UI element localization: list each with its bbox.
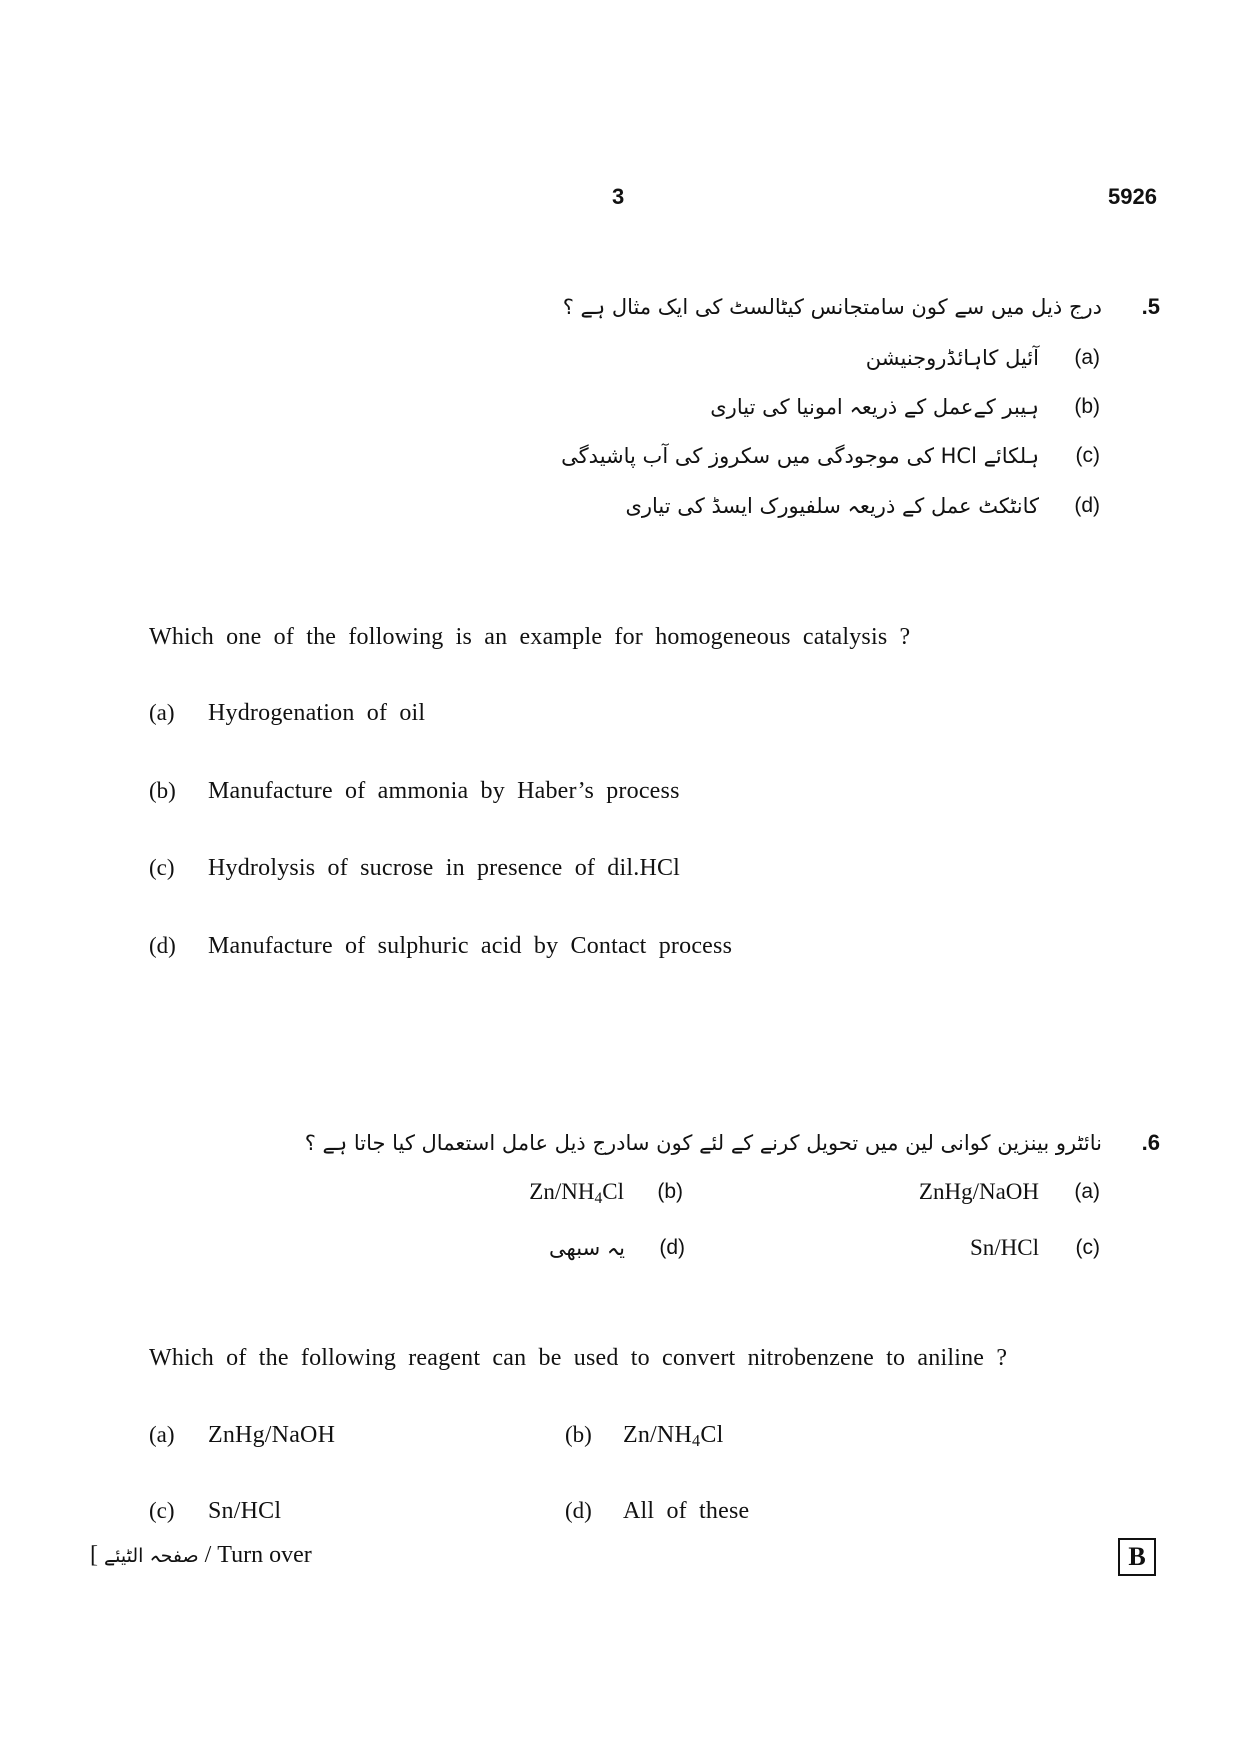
option-label: (a)	[149, 1422, 175, 1447]
separator: /	[204, 1542, 212, 1568]
option-text-urdu: ہیبر کےعمل کے ذریعہ امونیا کی تیاری	[710, 395, 1039, 419]
option-label: (c)	[149, 855, 175, 880]
booklet-series-box: B	[1118, 1538, 1156, 1576]
turn-over-note	[90, 1541, 312, 1570]
option-text-formula: Sn/HCl	[969, 1235, 1039, 1260]
option-text-english: Hydrolysis of sucrose in presence of dil.HCl	[208, 855, 681, 881]
option-text-english: All of these	[623, 1498, 750, 1524]
option-text-english: Sn/HCl	[208, 1498, 282, 1524]
question-text-urdu: نائٹرو بینزین کوانی لین میں تحویل کرنے کے لئے کون سادرج ذیل عامل استعمال کیا جاتا ہے ؟	[304, 1131, 1102, 1155]
option-text-english: ZnHg/NaOH	[208, 1422, 336, 1448]
option-label: (b)	[657, 1180, 683, 1203]
option-label: (d)	[149, 933, 176, 958]
option-label: (a)	[1074, 1180, 1100, 1203]
option-text-urdu: کانٹکٹ عمل کے ذریعہ سلفیورک ایسڈ کی تیاری	[625, 494, 1039, 518]
option-text-english: Manufacture of ammonia by Haber’s process	[208, 778, 680, 804]
question-text-english: Which of the following reagent can be used to convert nitrobenzene to aniline ?	[149, 1345, 1008, 1371]
option-text-urdu: ہلکائے HCl کی موجودگی میں سکروز کی آب پاشیدگی	[561, 444, 1039, 468]
option-text-english: Manufacture of sulphuric acid by Contact process	[208, 933, 733, 959]
option-label: (a)	[149, 700, 175, 725]
option-label: (d)	[1074, 494, 1100, 517]
turn-over-urdu: صفحہ الٹیئے	[104, 1545, 199, 1567]
option-text-formula: $Zn/NH_4Cl$	[529, 1179, 624, 1207]
question-number: .5	[1141, 294, 1160, 319]
option-label: (a)	[1074, 346, 1100, 369]
option-label: (c)	[1075, 444, 1100, 467]
option-label: (d)	[565, 1498, 592, 1523]
paper-code: 5926	[1108, 184, 1157, 209]
option-label: (d)	[659, 1236, 685, 1259]
option-text-urdu: یہ سبھی	[549, 1236, 625, 1260]
option-label: (b)	[565, 1422, 592, 1447]
option-text-urdu: آئیل کاہائڈروجنیشن	[865, 346, 1039, 370]
option-text-english: Hydrogenation of oil	[208, 700, 426, 726]
page-number: 3	[612, 184, 625, 209]
question-text-urdu: درج ذیل میں سے کون سامتجانس کیٹالسٹ کی ایک مثال ہے ؟	[562, 295, 1102, 319]
subscript: 4	[594, 1189, 603, 1207]
option-label: (b)	[149, 778, 176, 803]
question-text-english: Which one of the following is an example for homogeneous catalysis ?	[149, 624, 911, 650]
subscript: 4	[692, 1431, 701, 1451]
option-label: (c)	[149, 1498, 175, 1523]
option-text-english: $Zn/NH_4Cl$	[623, 1422, 724, 1451]
question-number: .6	[1141, 1130, 1160, 1155]
option-label: (c)	[1075, 1236, 1100, 1259]
turn-over-english: Turn over	[217, 1542, 312, 1568]
option-text-formula: ZnHg/NaOH	[918, 1179, 1039, 1204]
option-label: (b)	[1074, 395, 1100, 418]
bracket: [	[90, 1542, 98, 1568]
